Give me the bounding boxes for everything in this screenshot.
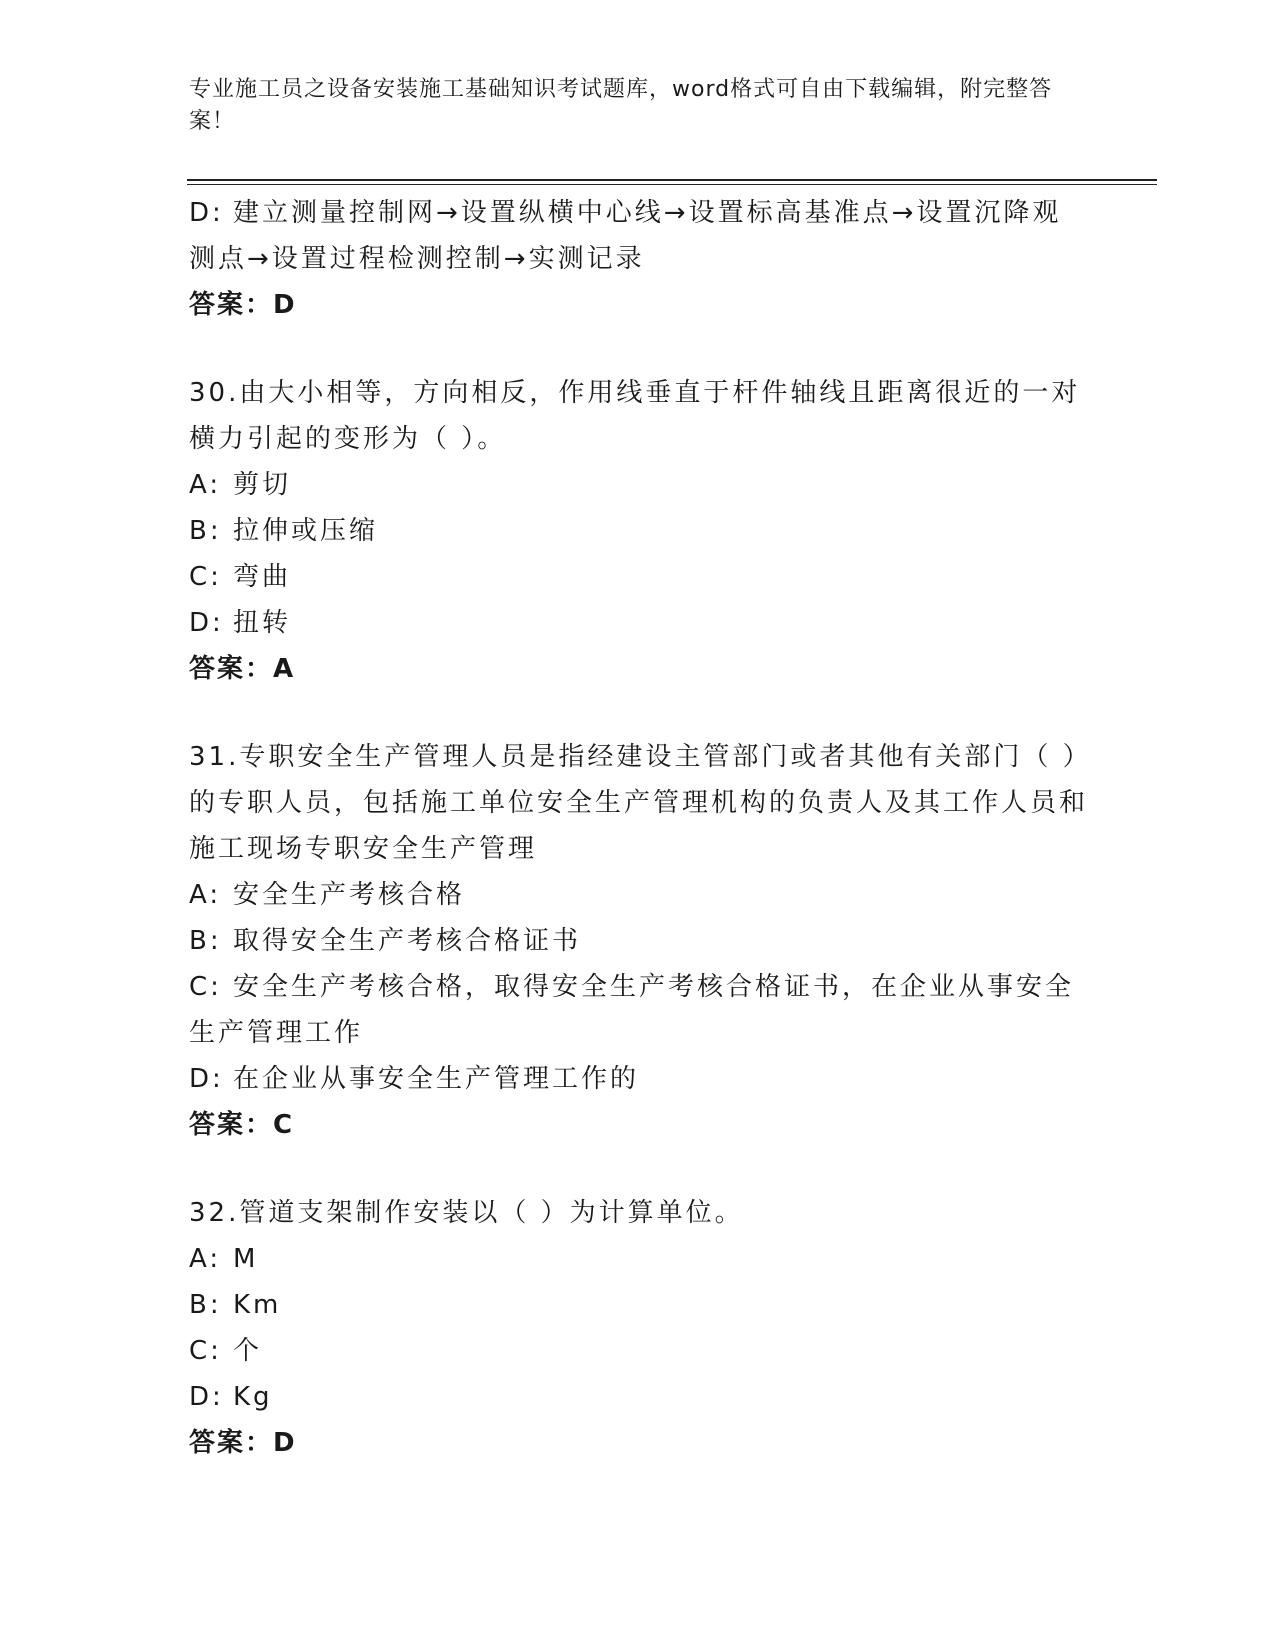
question-stem: 32.管道支架制作安装以（ ）为计算单位。 <box>189 1198 744 1228</box>
option-label: A: <box>189 880 222 910</box>
prev-question-block <box>189 190 1089 328</box>
option-text: 安全生产考核合格，取得安全生产考核合格证书，在企业从事安全生产管理工作 <box>189 972 1075 1048</box>
option-text: 拉伸或压缩 <box>233 516 379 546</box>
option-label: B: <box>189 516 222 546</box>
header-rule-thin <box>187 184 1157 185</box>
option-a <box>189 462 1089 508</box>
question-stem: 30.由大小相等，方向相反，作用线垂直于杆件轴线且距离很近的一对横力引起的变形为（ ）。 <box>189 378 1081 454</box>
option-text: 在企业从事安全生产管理工作的 <box>233 1064 640 1094</box>
option-label: D: <box>189 608 224 638</box>
option-a <box>189 872 1089 918</box>
option-c <box>189 1328 1089 1374</box>
option-label: D: <box>189 1382 224 1412</box>
option-text: Km <box>233 1290 282 1320</box>
option-label: C: <box>189 972 222 1002</box>
option-b <box>189 1282 1089 1328</box>
page-header: 专业施工员之设备安装施工基础知识考试题库，word格式可自由下载编辑，附完整答案！ <box>189 77 1053 134</box>
option-text: 扭转 <box>233 608 292 638</box>
option-d <box>189 1056 1089 1102</box>
option-text: 安全生产考核合格 <box>233 880 466 910</box>
option-c <box>189 964 1089 1056</box>
option-text: 个 <box>233 1336 263 1366</box>
option-d <box>189 190 1089 282</box>
exam-content <box>189 190 1089 1466</box>
option-text: 弯曲 <box>233 562 292 592</box>
option-b <box>189 508 1089 554</box>
option-label: B: <box>189 1290 222 1320</box>
option-label: A: <box>189 1244 222 1274</box>
answer-line: 答案：D <box>189 1428 297 1458</box>
option-text: M <box>233 1244 259 1274</box>
option-label: C: <box>189 562 222 592</box>
option-label: C: <box>189 1336 222 1366</box>
answer-line: 答案：A <box>189 654 296 684</box>
option-a <box>189 1236 1089 1282</box>
option-text: Kg <box>233 1382 273 1412</box>
option-text: 剪切 <box>233 470 292 500</box>
question-block <box>189 1190 1089 1466</box>
question-block <box>189 734 1089 1148</box>
option-label: D: <box>189 198 224 228</box>
option-b <box>189 918 1089 964</box>
option-text: 建立测量控制网→设置纵横中心线→设置标高基准点→设置沉降观测点→设置过程检测控制→实测记录 <box>189 198 1062 274</box>
option-label: D: <box>189 1064 224 1094</box>
option-label: B: <box>189 926 222 956</box>
option-text: 取得安全生产考核合格证书 <box>233 926 582 956</box>
option-d <box>189 1374 1089 1420</box>
answer-line: 答案：D <box>189 290 297 320</box>
question-stem: 31.专职安全生产管理人员是指经建设主管部门或者其他有关部门（ ）的专职人员，包括施工单位安全生产管理机构的负责人及其工作人员和施工现场专职安全生产管理 <box>189 742 1089 864</box>
option-d <box>189 600 1089 646</box>
header-rule-thick <box>187 179 1157 181</box>
option-label: A: <box>189 470 222 500</box>
option-c <box>189 554 1089 600</box>
question-block <box>189 370 1089 692</box>
answer-line: 答案：C <box>189 1110 295 1140</box>
